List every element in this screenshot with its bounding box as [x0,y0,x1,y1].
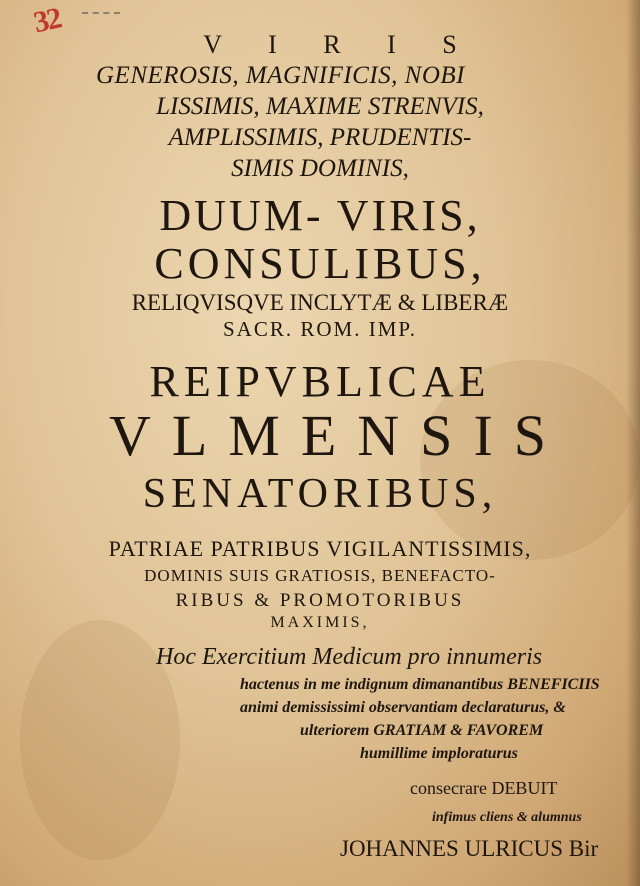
line-ribus-promotoribus: RIBUS & PROMOTORIBUS [175,590,465,611]
line-amplissimis: AMPLISSIMIS, PRUDENTIS- [168,124,472,151]
heading-vlmensis: VLMENSIS [108,403,568,468]
handwritten-number: 32 [30,1,64,40]
line-consecrare: consecrare DEBUIT [410,778,558,798]
line-hactenus: hactenus in me indignum dimanantibus BENEFICIIS [240,676,600,693]
author-signature: JOHANNES ULRICUS Bir [340,836,599,861]
line-lissimis: LISSIMIS, MAXIME STRENVIS, [156,93,484,120]
heading-senatoribus: SENATORIBUS, [142,471,498,517]
line-infimus: infimus cliens & alumnus [432,810,582,825]
line-ulteriorem: ulteriorem GRATIAM & FAVOREM [300,722,544,739]
handwritten-scribble [82,12,120,17]
line-sacr-rom-imp: SACR. ROM. IMP. [223,317,417,341]
heading-duum-viris: DUUM- VIRIS, [159,191,481,240]
line-animi: animi demississimi observantiam declaraturus, & [240,699,566,716]
heading-viris: V I R I S [203,30,477,59]
line-patriae-patribus: PATRIAE PATRIBUS VIGILANTISSIMIS, [108,536,532,561]
line-dominis-suis: DOMINIS SUIS GRATIOSIS, BENEFACTO- [144,566,496,585]
line-maximis: MAXIMIS, [270,614,370,631]
line-simis-dominis: SIMIS DOMINIS, [231,155,409,182]
line-reliquisque: RELIQVISQVE INCLYTÆ & LIBERÆ [131,290,509,315]
line-humillime: humillime imploraturus [360,745,518,762]
line-hoc-exercitium: Hoc Exercitium Medicum pro innumeris [156,644,543,670]
line-generosis: GENEROSIS, MAGNIFICIS, NOBI [96,62,465,89]
heading-reipublicae: REIPVBLICAE [149,357,491,406]
heading-consulibus: CONSULIBUS, [154,239,486,288]
